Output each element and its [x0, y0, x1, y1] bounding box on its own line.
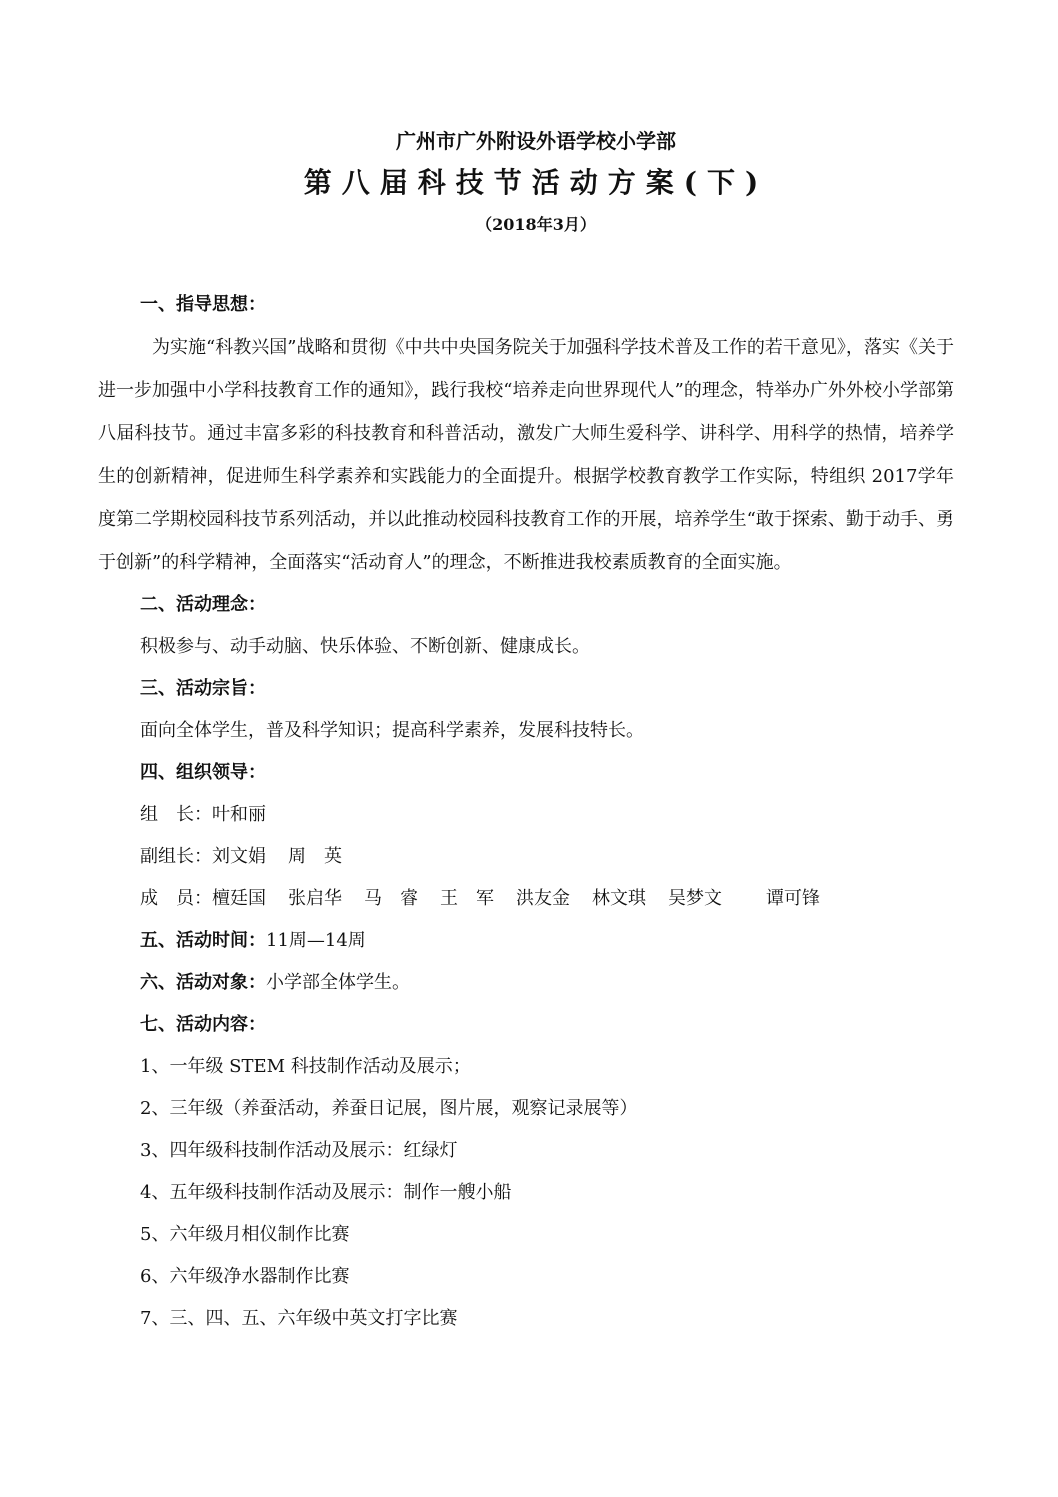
section-3-heading: 三、活动宗旨： [140, 678, 266, 699]
section-4-heading: 四、组织领导： [140, 762, 266, 783]
activity-item: 6、六年级净水器制作比赛 [140, 1266, 350, 1287]
member-name: 马 睿 [364, 888, 418, 909]
document-date: （2018年3月） [476, 215, 596, 234]
section-2-heading: 二、活动理念： [140, 594, 266, 615]
section-6-line [98, 962, 954, 1004]
section-7-heading: 七、活动内容： [140, 1014, 266, 1035]
section-3-body: 面向全体学生，普及科学知识；提高科学素养，发展科技特长。 [140, 720, 644, 741]
members-label: 成 员： [140, 888, 212, 909]
activity-item: 5、六年级月相仪制作比赛 [140, 1224, 350, 1245]
deputy-label: 副组长： [140, 846, 212, 867]
leader-name: 叶和丽 [212, 804, 266, 825]
member-name: 洪友金 [516, 888, 570, 909]
section-2-body: 积极参与、动手动脑、快乐体验、不断创新、健康成长。 [140, 636, 590, 657]
members-line [98, 878, 954, 920]
activity-item: 7、三、四、五、六年级中英文打字比赛 [140, 1308, 458, 1329]
member-name: 张启华 [288, 888, 342, 909]
section-5-line [98, 920, 954, 962]
section-5-heading: 五、活动时间： [140, 930, 266, 951]
member-name: 吴梦文 [668, 888, 722, 909]
school-name: 广州市广外附设外语学校小学部 [396, 129, 676, 153]
section-1-body: 为实施“科教兴国”战略和贯彻《中共中央国务院关于加强科学技术普及工作的若干意见》，落实《关于进一步加强中小学科技教育工作的通知》，践行我校“培养走向世界现代人”的理念，特举办广外外校小学部第八届科技节。通过丰富多彩的科技教育和科普活动，激发广大师生爱科学、讲科学、用科学的热情，培养学生的创新精神，促进师生科学素养和实践能力的全面提升。根据学校教育教学工作实际，特组织 2017学年度第二学期校园科技节系列活动，并以此推动校园科技教育工作的开展，培养学生“敢于探索、勤于动手、勇于创新”的科学精神，全面落实“活动育人”的理念，不断推进我校素质教育的全面实施。 [98, 337, 954, 573]
leader-label: 组 长： [140, 804, 212, 825]
member-name: 林文琪 [592, 888, 646, 909]
section-6-heading: 六、活动对象： [140, 972, 266, 993]
activity-item: 4、五年级科技制作活动及展示：制作一艘小船 [140, 1182, 512, 1203]
activity-item: 2、三年级（养蚕活动，养蚕日记展，图片展，观察记录展等） [140, 1098, 638, 1119]
member-name: 谭可锋 [766, 888, 820, 909]
activity-item: 3、四年级科技制作活动及展示：红绿灯 [140, 1140, 458, 1161]
section-1-heading: 一、指导思想： [140, 294, 266, 315]
section-5-body: 11周—14周 [266, 930, 366, 951]
leader-line [98, 794, 954, 836]
member-name: 檀廷国 [212, 888, 266, 909]
deputy-name: 刘文娟 [212, 846, 266, 867]
document-title: 第八届科技节活动方案(下) [303, 166, 769, 199]
member-name: 王 军 [440, 888, 494, 909]
deputy-line [98, 836, 954, 878]
deputy-name: 周 英 [288, 846, 342, 867]
activity-item: 1、一年级 STEM 科技制作活动及展示； [140, 1056, 471, 1077]
section-6-body: 小学部全体学生。 [266, 972, 410, 993]
